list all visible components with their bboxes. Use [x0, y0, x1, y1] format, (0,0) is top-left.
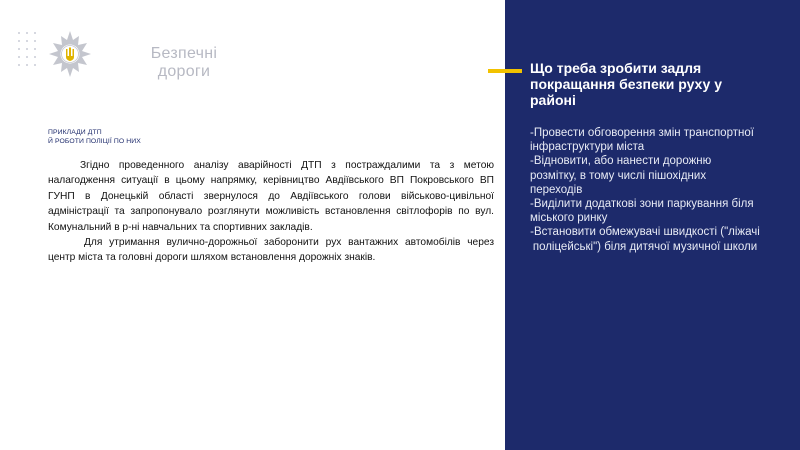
- brand-line-2: дороги: [157, 63, 211, 80]
- body-paragraph-2: Для утримання вулично-дорожньої заборонити рух вантажних автомобілів через центр міста та головні дороги шляхом встановлення дорожніх знаків.: [48, 237, 494, 264]
- police-star-trident-icon: [46, 30, 94, 82]
- brand-line-1: Безпечні: [150, 45, 218, 62]
- list-item: -Виділити додаткові зони паркування біля міського ринку: [530, 198, 754, 225]
- list-item: -Провести обговорення змін транспортної інфраструктури міста: [530, 127, 754, 154]
- body-paragraph-1: Згідно проведенного аналізу аварійності ДТП з постраждалими та з метою налагодження ситуації в цьому напрямку, керівництво Авдіївського ВП Покровського ВП ГУНП в Донецькій області звернулося до Авдіївського голови військово-цивільної адміністрації та запропонувало розглянути можливість встановлення світлофорів по вул. Комунальний в р-ні навчальних та спортивних закладів.: [48, 160, 494, 233]
- panel-list: [530, 126, 760, 254]
- list-item: -Встановити обмежувачі швидкості ("ліжачі поліцейські") біля дитячої музичної школи: [530, 226, 760, 253]
- body-text: [48, 158, 494, 266]
- accent-bar: [488, 69, 522, 73]
- panel-heading: Що треба зробити задля покращання безпеки руху у районі: [530, 60, 722, 108]
- section-title-line-1: ПРИКЛАДИ ДТП: [48, 129, 102, 136]
- decorative-dots: [18, 32, 42, 74]
- section-title: [48, 129, 141, 146]
- brand-title: [134, 45, 234, 81]
- list-item: -Відновити, або нанести дорожню розмітку, в тому числі пішохідних переходів: [530, 155, 712, 196]
- section-title-line-2: Й РОБОТИ ПОЛІЦІЇ ПО НИХ: [48, 137, 141, 145]
